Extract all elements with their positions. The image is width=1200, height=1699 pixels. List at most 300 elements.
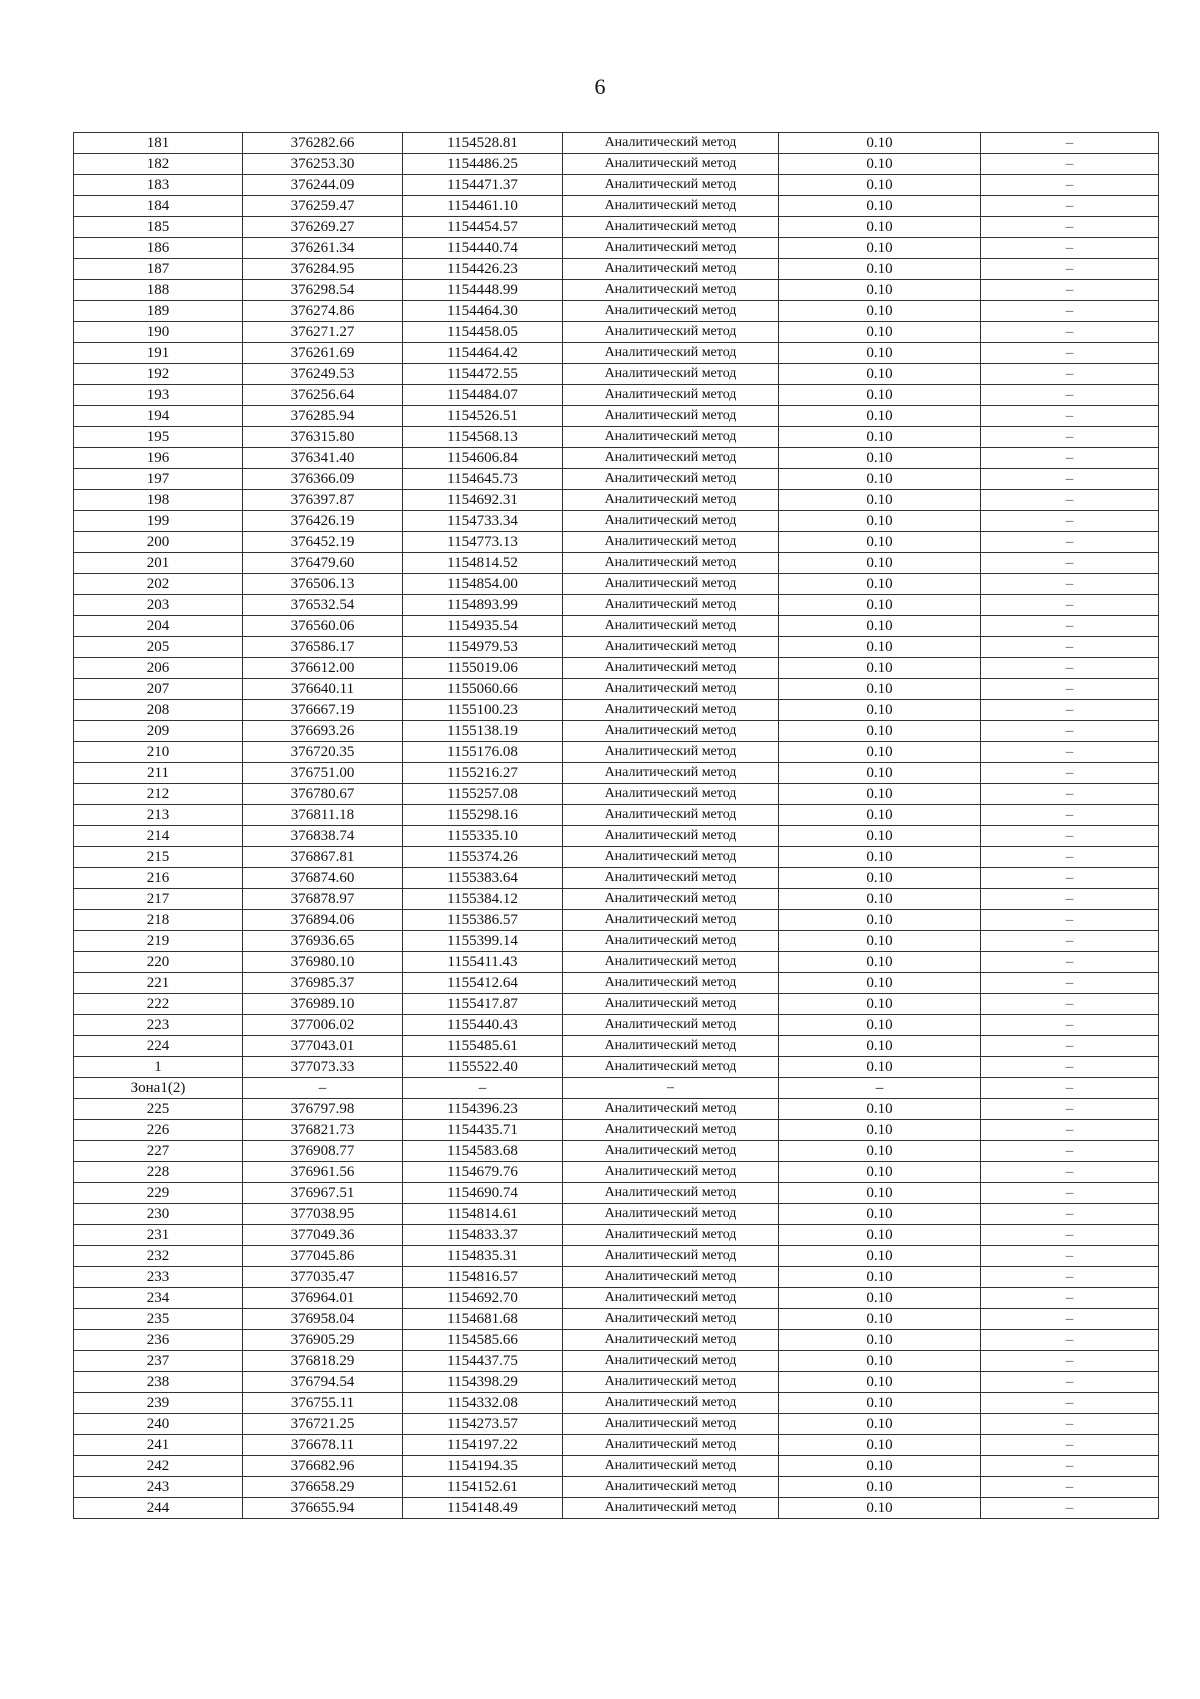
accuracy-cell: 0.10 — [779, 1456, 981, 1477]
description-cell: – — [981, 1099, 1159, 1120]
accuracy-cell: 0.10 — [779, 910, 981, 931]
method-cell: Аналитический метод — [563, 553, 779, 574]
x-coordinate-cell: 376678.11 — [243, 1435, 403, 1456]
accuracy-cell: 0.10 — [779, 1036, 981, 1057]
description-cell: – — [981, 1477, 1159, 1498]
y-coordinate-cell: 1154148.49 — [403, 1498, 563, 1519]
table-row — [74, 658, 1159, 679]
method-cell: Аналитический метод — [563, 637, 779, 658]
method-cell: Аналитический метод — [563, 574, 779, 595]
point-number-cell: 189 — [74, 301, 243, 322]
accuracy-cell: 0.10 — [779, 217, 981, 238]
x-coordinate-cell: 376452.19 — [243, 532, 403, 553]
method-cell: Аналитический метод — [563, 994, 779, 1015]
x-coordinate-cell: 376282.66 — [243, 133, 403, 154]
description-cell: – — [981, 1309, 1159, 1330]
point-number-cell: 215 — [74, 847, 243, 868]
y-coordinate-cell: 1154448.99 — [403, 280, 563, 301]
y-coordinate-cell: 1154152.61 — [403, 1477, 563, 1498]
accuracy-cell: 0.10 — [779, 154, 981, 175]
accuracy-cell: 0.10 — [779, 364, 981, 385]
x-coordinate-cell: 376667.19 — [243, 700, 403, 721]
accuracy-cell: 0.10 — [779, 784, 981, 805]
description-cell: – — [981, 1036, 1159, 1057]
y-coordinate-cell: 1154396.23 — [403, 1099, 563, 1120]
accuracy-cell: 0.10 — [779, 1498, 981, 1519]
x-coordinate-cell: 376818.29 — [243, 1351, 403, 1372]
point-number-cell: 221 — [74, 973, 243, 994]
y-coordinate-cell: 1154332.08 — [403, 1393, 563, 1414]
table-row — [74, 490, 1159, 511]
table-row — [74, 847, 1159, 868]
point-number-cell: 225 — [74, 1099, 243, 1120]
accuracy-cell: 0.10 — [779, 385, 981, 406]
point-number-cell: 218 — [74, 910, 243, 931]
x-coordinate-cell: 376658.29 — [243, 1477, 403, 1498]
point-number-cell: 234 — [74, 1288, 243, 1309]
description-cell: – — [981, 1015, 1159, 1036]
x-coordinate-cell: 376721.25 — [243, 1414, 403, 1435]
table-row — [74, 385, 1159, 406]
accuracy-cell: 0.10 — [779, 1351, 981, 1372]
point-number-cell: 217 — [74, 889, 243, 910]
description-cell: – — [981, 952, 1159, 973]
point-number-cell: 228 — [74, 1162, 243, 1183]
x-coordinate-cell: 376780.67 — [243, 784, 403, 805]
method-cell: Аналитический метод — [563, 973, 779, 994]
table-row — [74, 973, 1159, 994]
y-coordinate-cell: 1154833.37 — [403, 1225, 563, 1246]
method-cell: Аналитический метод — [563, 133, 779, 154]
point-number-cell: 220 — [74, 952, 243, 973]
x-coordinate-cell: 376532.54 — [243, 595, 403, 616]
method-cell: Аналитический метод — [563, 1036, 779, 1057]
table-row — [74, 910, 1159, 931]
accuracy-cell: 0.10 — [779, 847, 981, 868]
method-cell: Аналитический метод — [563, 280, 779, 301]
table-row — [74, 595, 1159, 616]
y-coordinate-cell: 1154464.42 — [403, 343, 563, 364]
description-cell: – — [981, 574, 1159, 595]
description-cell: – — [981, 1078, 1159, 1099]
accuracy-cell: 0.10 — [779, 868, 981, 889]
accuracy-cell: 0.10 — [779, 1414, 981, 1435]
method-cell: Аналитический метод — [563, 1120, 779, 1141]
table-row — [74, 448, 1159, 469]
point-number-cell: 191 — [74, 343, 243, 364]
point-number-cell: 188 — [74, 280, 243, 301]
method-cell: Аналитический метод — [563, 175, 779, 196]
point-number-cell: 192 — [74, 364, 243, 385]
point-number-cell: 186 — [74, 238, 243, 259]
x-coordinate-cell: 376315.80 — [243, 427, 403, 448]
description-cell: – — [981, 469, 1159, 490]
x-coordinate-cell: 376244.09 — [243, 175, 403, 196]
table-row — [74, 826, 1159, 847]
x-coordinate-cell: 376655.94 — [243, 1498, 403, 1519]
x-coordinate-cell: 376271.27 — [243, 322, 403, 343]
accuracy-cell: 0.10 — [779, 301, 981, 322]
y-coordinate-cell: 1154814.52 — [403, 553, 563, 574]
method-cell: Аналитический метод — [563, 1351, 779, 1372]
method-cell: Аналитический метод — [563, 1267, 779, 1288]
method-cell: Аналитический метод — [563, 1162, 779, 1183]
point-number-cell: 208 — [74, 700, 243, 721]
point-number-cell: 216 — [74, 868, 243, 889]
point-number-cell: 241 — [74, 1435, 243, 1456]
x-coordinate-cell: 376693.26 — [243, 721, 403, 742]
point-number-cell: 193 — [74, 385, 243, 406]
y-coordinate-cell: 1154893.99 — [403, 595, 563, 616]
point-number-cell: 201 — [74, 553, 243, 574]
accuracy-cell: 0.10 — [779, 343, 981, 364]
y-coordinate-cell: 1154398.29 — [403, 1372, 563, 1393]
y-coordinate-cell: 1154472.55 — [403, 364, 563, 385]
x-coordinate-cell: 376936.65 — [243, 931, 403, 952]
description-cell: – — [981, 1414, 1159, 1435]
method-cell: Аналитический метод — [563, 931, 779, 952]
y-coordinate-cell: 1155019.06 — [403, 658, 563, 679]
y-coordinate-cell: 1154471.37 — [403, 175, 563, 196]
point-number-cell: 198 — [74, 490, 243, 511]
accuracy-cell: 0.10 — [779, 175, 981, 196]
method-cell: Аналитический метод — [563, 1246, 779, 1267]
accuracy-cell: 0.10 — [779, 469, 981, 490]
y-coordinate-cell: 1154583.68 — [403, 1141, 563, 1162]
method-cell: Аналитический метод — [563, 364, 779, 385]
point-number-cell: Зона1(2) — [74, 1078, 243, 1099]
table-row — [74, 637, 1159, 658]
description-cell: – — [981, 1162, 1159, 1183]
y-coordinate-cell: 1154814.61 — [403, 1204, 563, 1225]
accuracy-cell: 0.10 — [779, 1120, 981, 1141]
x-coordinate-cell: 376249.53 — [243, 364, 403, 385]
method-cell: Аналитический метод — [563, 1414, 779, 1435]
accuracy-cell: 0.10 — [779, 658, 981, 679]
table-row — [74, 679, 1159, 700]
y-coordinate-cell: 1154484.07 — [403, 385, 563, 406]
point-number-cell: 204 — [74, 616, 243, 637]
method-cell: – — [563, 1078, 779, 1099]
accuracy-cell: 0.10 — [779, 931, 981, 952]
y-coordinate-cell: 1154458.05 — [403, 322, 563, 343]
accuracy-cell: 0.10 — [779, 448, 981, 469]
point-number-cell: 181 — [74, 133, 243, 154]
x-coordinate-cell: 376811.18 — [243, 805, 403, 826]
description-cell: – — [981, 889, 1159, 910]
method-cell: Аналитический метод — [563, 805, 779, 826]
accuracy-cell: 0.10 — [779, 1288, 981, 1309]
method-cell: Аналитический метод — [563, 154, 779, 175]
accuracy-cell: 0.10 — [779, 1162, 981, 1183]
table-row — [74, 217, 1159, 238]
point-number-cell: 231 — [74, 1225, 243, 1246]
method-cell: Аналитический метод — [563, 826, 779, 847]
point-number-cell: 184 — [74, 196, 243, 217]
method-cell: Аналитический метод — [563, 196, 779, 217]
description-cell: – — [981, 280, 1159, 301]
y-coordinate-cell: 1155386.57 — [403, 910, 563, 931]
table-row — [74, 1246, 1159, 1267]
coordinates-table — [73, 132, 1159, 1519]
table-row — [74, 1267, 1159, 1288]
x-coordinate-cell: 376479.60 — [243, 553, 403, 574]
point-number-cell: 199 — [74, 511, 243, 532]
table-row — [74, 1078, 1159, 1099]
method-cell: Аналитический метод — [563, 1456, 779, 1477]
table-row — [74, 1309, 1159, 1330]
x-coordinate-cell: 376426.19 — [243, 511, 403, 532]
point-number-cell: 223 — [74, 1015, 243, 1036]
description-cell: – — [981, 1246, 1159, 1267]
accuracy-cell: 0.10 — [779, 574, 981, 595]
table-row — [74, 469, 1159, 490]
y-coordinate-cell: 1154773.13 — [403, 532, 563, 553]
table-row — [74, 364, 1159, 385]
y-coordinate-cell: 1154835.31 — [403, 1246, 563, 1267]
method-cell: Аналитический метод — [563, 1330, 779, 1351]
method-cell: Аналитический метод — [563, 385, 779, 406]
description-cell: – — [981, 616, 1159, 637]
accuracy-cell: 0.10 — [779, 1057, 981, 1078]
description-cell: – — [981, 973, 1159, 994]
x-coordinate-cell: 376985.37 — [243, 973, 403, 994]
point-number-cell: 197 — [74, 469, 243, 490]
accuracy-cell: 0.10 — [779, 1477, 981, 1498]
y-coordinate-cell: 1154454.57 — [403, 217, 563, 238]
x-coordinate-cell: 376298.54 — [243, 280, 403, 301]
method-cell: Аналитический метод — [563, 784, 779, 805]
description-cell: – — [981, 238, 1159, 259]
point-number-cell: 235 — [74, 1309, 243, 1330]
description-cell: – — [981, 154, 1159, 175]
point-number-cell: 185 — [74, 217, 243, 238]
method-cell: Аналитический метод — [563, 1372, 779, 1393]
y-coordinate-cell: 1154645.73 — [403, 469, 563, 490]
table-row — [74, 1162, 1159, 1183]
point-number-cell: 244 — [74, 1498, 243, 1519]
y-coordinate-cell: 1154464.30 — [403, 301, 563, 322]
y-coordinate-cell: 1155257.08 — [403, 784, 563, 805]
accuracy-cell: 0.10 — [779, 595, 981, 616]
point-number-cell: 195 — [74, 427, 243, 448]
y-coordinate-cell: 1155138.19 — [403, 721, 563, 742]
method-cell: Аналитический метод — [563, 427, 779, 448]
x-coordinate-cell: 376874.60 — [243, 868, 403, 889]
description-cell: – — [981, 784, 1159, 805]
accuracy-cell: 0.10 — [779, 1372, 981, 1393]
table-row — [74, 238, 1159, 259]
description-cell: – — [981, 301, 1159, 322]
y-coordinate-cell: 1155440.43 — [403, 1015, 563, 1036]
method-cell: Аналитический метод — [563, 847, 779, 868]
description-cell: – — [981, 1393, 1159, 1414]
y-coordinate-cell: 1155100.23 — [403, 700, 563, 721]
accuracy-cell: 0.10 — [779, 1015, 981, 1036]
point-number-cell: 240 — [74, 1414, 243, 1435]
point-number-cell: 207 — [74, 679, 243, 700]
y-coordinate-cell: 1154606.84 — [403, 448, 563, 469]
description-cell: – — [981, 532, 1159, 553]
x-coordinate-cell: 376284.95 — [243, 259, 403, 280]
x-coordinate-cell: 376560.06 — [243, 616, 403, 637]
description-cell: – — [981, 1267, 1159, 1288]
method-cell: Аналитический метод — [563, 301, 779, 322]
y-coordinate-cell: 1155383.64 — [403, 868, 563, 889]
point-number-cell: 200 — [74, 532, 243, 553]
x-coordinate-cell: 376285.94 — [243, 406, 403, 427]
accuracy-cell: 0.10 — [779, 406, 981, 427]
method-cell: Аналитический метод — [563, 448, 779, 469]
description-cell: – — [981, 994, 1159, 1015]
x-coordinate-cell: 376253.30 — [243, 154, 403, 175]
y-coordinate-cell: 1155298.16 — [403, 805, 563, 826]
point-number-cell: 202 — [74, 574, 243, 595]
point-number-cell: 194 — [74, 406, 243, 427]
y-coordinate-cell: 1155412.64 — [403, 973, 563, 994]
point-number-cell: 211 — [74, 763, 243, 784]
description-cell: – — [981, 1456, 1159, 1477]
method-cell: Аналитический метод — [563, 490, 779, 511]
y-coordinate-cell: 1154426.23 — [403, 259, 563, 280]
method-cell: Аналитический метод — [563, 1393, 779, 1414]
table-row — [74, 868, 1159, 889]
table-row — [74, 1393, 1159, 1414]
y-coordinate-cell: 1154733.34 — [403, 511, 563, 532]
y-coordinate-cell: 1155216.27 — [403, 763, 563, 784]
description-cell: – — [981, 1330, 1159, 1351]
table-row — [74, 553, 1159, 574]
method-cell: Аналитический метод — [563, 595, 779, 616]
x-coordinate-cell: 376586.17 — [243, 637, 403, 658]
point-number-cell: 196 — [74, 448, 243, 469]
table-row — [74, 952, 1159, 973]
y-coordinate-cell: 1155417.87 — [403, 994, 563, 1015]
accuracy-cell: 0.10 — [779, 763, 981, 784]
description-cell: – — [981, 1498, 1159, 1519]
table-row — [74, 1372, 1159, 1393]
y-coordinate-cell: 1154692.70 — [403, 1288, 563, 1309]
point-number-cell: 219 — [74, 931, 243, 952]
accuracy-cell: 0.10 — [779, 196, 981, 217]
y-coordinate-cell: 1154528.81 — [403, 133, 563, 154]
table-row — [74, 280, 1159, 301]
table-row — [74, 763, 1159, 784]
accuracy-cell: 0.10 — [779, 742, 981, 763]
x-coordinate-cell: 377073.33 — [243, 1057, 403, 1078]
method-cell: Аналитический метод — [563, 1498, 779, 1519]
point-number-cell: 222 — [74, 994, 243, 1015]
method-cell: Аналитический метод — [563, 1057, 779, 1078]
method-cell: Аналитический метод — [563, 679, 779, 700]
description-cell: – — [981, 637, 1159, 658]
method-cell: Аналитический метод — [563, 1183, 779, 1204]
table-row — [74, 784, 1159, 805]
accuracy-cell: 0.10 — [779, 1099, 981, 1120]
method-cell: Аналитический метод — [563, 1015, 779, 1036]
table-row — [74, 1330, 1159, 1351]
description-cell: – — [981, 133, 1159, 154]
x-coordinate-cell: 376797.98 — [243, 1099, 403, 1120]
accuracy-cell: 0.10 — [779, 616, 981, 637]
method-cell: Аналитический метод — [563, 217, 779, 238]
y-coordinate-cell: 1155485.61 — [403, 1036, 563, 1057]
x-coordinate-cell: 376961.56 — [243, 1162, 403, 1183]
description-cell: – — [981, 658, 1159, 679]
x-coordinate-cell: 376838.74 — [243, 826, 403, 847]
y-coordinate-cell: 1154690.74 — [403, 1183, 563, 1204]
description-cell: – — [981, 700, 1159, 721]
description-cell: – — [981, 343, 1159, 364]
accuracy-cell: 0.10 — [779, 238, 981, 259]
table-row — [74, 616, 1159, 637]
x-coordinate-cell: 377045.86 — [243, 1246, 403, 1267]
table-row — [74, 1351, 1159, 1372]
point-number-cell: 206 — [74, 658, 243, 679]
accuracy-cell: – — [779, 1078, 981, 1099]
table-row — [74, 196, 1159, 217]
x-coordinate-cell: 376274.86 — [243, 301, 403, 322]
accuracy-cell: 0.10 — [779, 1204, 981, 1225]
accuracy-cell: 0.10 — [779, 1309, 981, 1330]
method-cell: Аналитический метод — [563, 1204, 779, 1225]
y-coordinate-cell: 1154935.54 — [403, 616, 563, 637]
point-number-cell: 229 — [74, 1183, 243, 1204]
method-cell: Аналитический метод — [563, 700, 779, 721]
description-cell: – — [981, 259, 1159, 280]
x-coordinate-cell: 376261.69 — [243, 343, 403, 364]
table-row — [74, 1435, 1159, 1456]
point-number-cell: 243 — [74, 1477, 243, 1498]
table-row — [74, 511, 1159, 532]
accuracy-cell: 0.10 — [779, 532, 981, 553]
table-row — [74, 1036, 1159, 1057]
x-coordinate-cell: 376397.87 — [243, 490, 403, 511]
x-coordinate-cell: 377006.02 — [243, 1015, 403, 1036]
y-coordinate-cell: 1155374.26 — [403, 847, 563, 868]
point-number-cell: 230 — [74, 1204, 243, 1225]
point-number-cell: 205 — [74, 637, 243, 658]
point-number-cell: 190 — [74, 322, 243, 343]
description-cell: – — [981, 1435, 1159, 1456]
x-coordinate-cell: 376755.11 — [243, 1393, 403, 1414]
description-cell: – — [981, 805, 1159, 826]
table-row — [74, 532, 1159, 553]
point-number-cell: 212 — [74, 784, 243, 805]
description-cell: – — [981, 364, 1159, 385]
table-row — [74, 175, 1159, 196]
method-cell: Аналитический метод — [563, 532, 779, 553]
point-number-cell: 238 — [74, 1372, 243, 1393]
method-cell: Аналитический метод — [563, 259, 779, 280]
description-cell: – — [981, 175, 1159, 196]
table-row — [74, 1141, 1159, 1162]
y-coordinate-cell: 1154692.31 — [403, 490, 563, 511]
table-row — [74, 259, 1159, 280]
accuracy-cell: 0.10 — [779, 1267, 981, 1288]
x-coordinate-cell: 377043.01 — [243, 1036, 403, 1057]
coordinates-table-body — [74, 133, 1159, 1519]
y-coordinate-cell: 1154816.57 — [403, 1267, 563, 1288]
table-row — [74, 1015, 1159, 1036]
x-coordinate-cell: 376894.06 — [243, 910, 403, 931]
accuracy-cell: 0.10 — [779, 259, 981, 280]
y-coordinate-cell: 1154440.74 — [403, 238, 563, 259]
y-coordinate-cell: 1155384.12 — [403, 889, 563, 910]
method-cell: Аналитический метод — [563, 952, 779, 973]
x-coordinate-cell: 376967.51 — [243, 1183, 403, 1204]
table-row — [74, 1204, 1159, 1225]
